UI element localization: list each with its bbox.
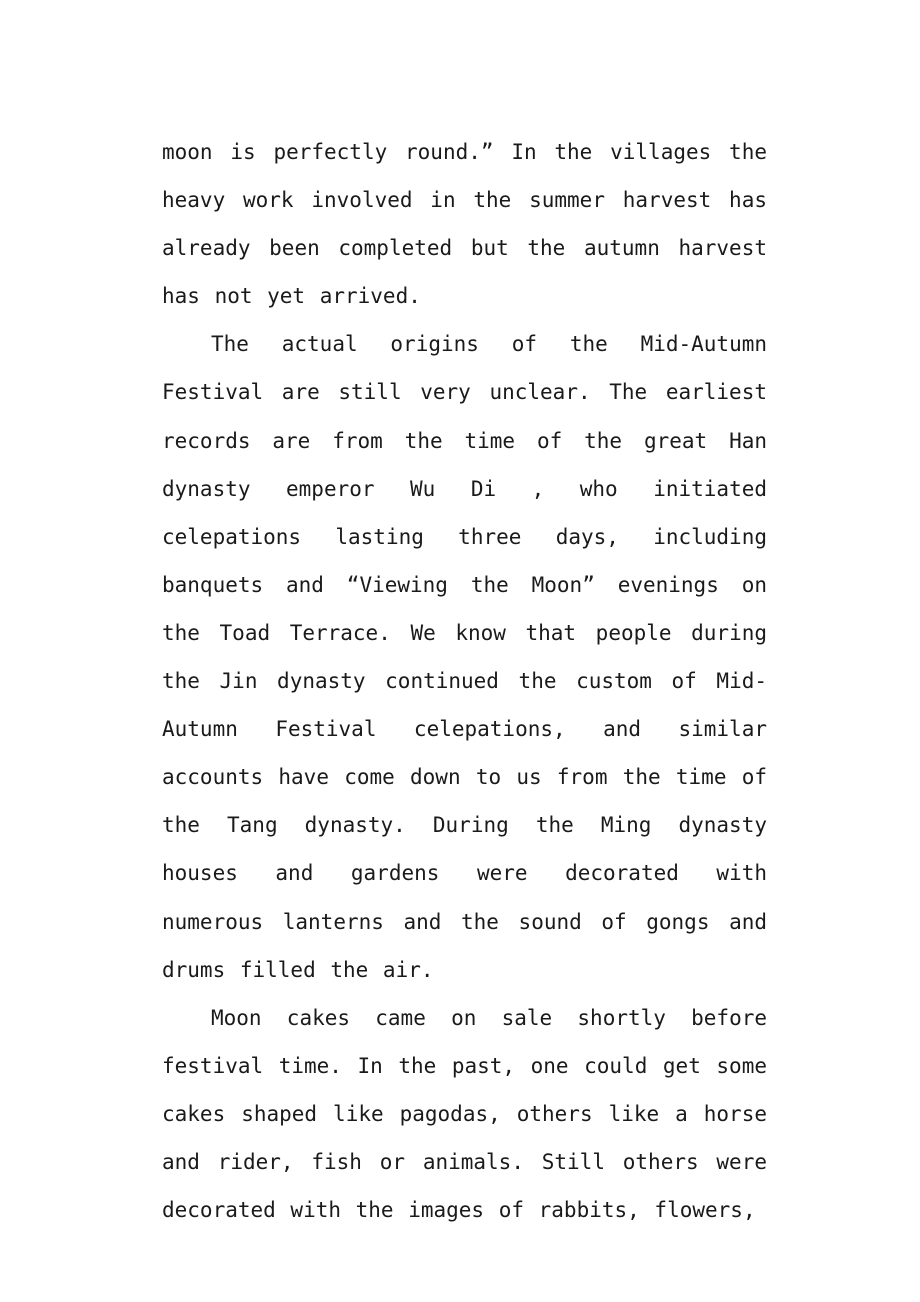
document-body [162, 128, 767, 1234]
paragraph-1: moon is perfectly round.” In the villages the heavy work involved in the summer harvest has already been completed but the autumn harvest has not yet arrived. [162, 140, 767, 309]
paragraph-3: Moon cakes came on sale shortly before festival time. In the past, one could get some cakes shaped like pagodas, others like a horse and rider, fish or animals. Still others were decorated with the images of rabbits, flowers, [162, 1005, 767, 1223]
paragraph-2: The actual origins of the Mid-Autumn Festival are still very unclear. The earliest records are from the time of the great Han dynasty emperor Wu Di , who initiated celepations lasting three days, including banquets and “Viewing the Moon” evenings on the Toad Terrace. We know that people during the Jin dynasty continued the custom of Mid-Autumn Festival celepations, and similar accounts have come down to us from the time of the Tang dynasty. During the Ming dynasty houses and gardens were decorated with numerous lanterns and the sound of gongs and drums filled the air. [162, 332, 767, 982]
